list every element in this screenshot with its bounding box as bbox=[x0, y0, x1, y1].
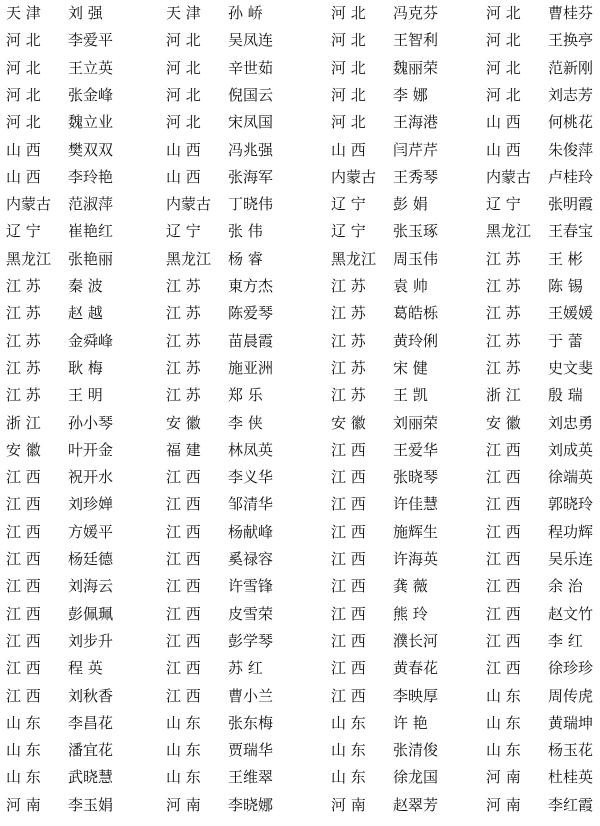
person-name: 朱俊萍 bbox=[548, 140, 594, 159]
person-name: 张玉琢 bbox=[393, 222, 439, 241]
province-label: 河 北 bbox=[166, 85, 201, 104]
province-label: 辽 宁 bbox=[166, 222, 201, 241]
province-label: 河 南 bbox=[166, 795, 201, 814]
province-label: 江 西 bbox=[486, 631, 521, 650]
person-name: 余 治 bbox=[548, 577, 583, 596]
province-label: 江 西 bbox=[331, 495, 366, 514]
roster-row bbox=[0, 300, 600, 327]
province-label: 河 北 bbox=[6, 113, 41, 132]
roster-row bbox=[0, 0, 600, 27]
province-label: 山 东 bbox=[331, 768, 366, 787]
person-name: 王智利 bbox=[393, 31, 439, 50]
person-name: 王 彬 bbox=[548, 249, 583, 268]
province-label: 江 西 bbox=[331, 604, 366, 623]
person-name: 辛世茹 bbox=[228, 58, 274, 77]
province-label: 江 西 bbox=[6, 550, 41, 568]
province-label: 内蒙古 bbox=[166, 195, 212, 214]
province-label: 山 东 bbox=[166, 741, 201, 760]
person-name: 杨 睿 bbox=[228, 249, 263, 268]
roster-row bbox=[0, 628, 600, 655]
person-name: 李义华 bbox=[228, 468, 274, 487]
person-name: 张金峰 bbox=[68, 85, 114, 104]
province-label: 辽 宁 bbox=[486, 195, 521, 214]
province-label: 江 西 bbox=[6, 631, 41, 650]
province-label: 山 东 bbox=[486, 713, 521, 732]
province-label: 江 西 bbox=[6, 686, 41, 705]
province-label: 江 西 bbox=[331, 468, 366, 487]
person-name: 刘珍婵 bbox=[68, 495, 114, 514]
person-name: 丁晓伟 bbox=[228, 195, 274, 214]
province-label: 内蒙古 bbox=[486, 167, 532, 186]
province-label: 江 苏 bbox=[486, 331, 521, 350]
province-label: 江 苏 bbox=[6, 304, 41, 323]
person-name: 袁 帅 bbox=[393, 277, 428, 295]
person-name: 周传虎 bbox=[548, 686, 594, 705]
person-name: 王维翠 bbox=[228, 768, 274, 787]
province-label: 河 北 bbox=[6, 58, 41, 77]
person-name: 郑 乐 bbox=[228, 386, 263, 405]
province-label: 江 西 bbox=[6, 468, 41, 487]
province-label: 江 西 bbox=[166, 686, 201, 705]
province-label: 江 西 bbox=[486, 495, 521, 514]
person-name: 王立英 bbox=[68, 58, 114, 77]
province-label: 河 南 bbox=[486, 795, 521, 814]
person-name: 魏丽荣 bbox=[393, 58, 439, 77]
province-label: 黑龙江 bbox=[166, 249, 212, 268]
province-label: 江 西 bbox=[331, 440, 366, 459]
person-name: 杜桂英 bbox=[548, 768, 594, 787]
person-name: 宋 健 bbox=[393, 358, 428, 377]
person-name: 苏 红 bbox=[228, 659, 263, 678]
person-name: 吴凤连 bbox=[228, 31, 274, 50]
province-label: 河 北 bbox=[6, 31, 41, 50]
roster-row bbox=[0, 437, 600, 464]
person-name: 杨玉花 bbox=[548, 741, 594, 760]
person-name: 李晓娜 bbox=[228, 795, 274, 814]
roster-row bbox=[0, 246, 600, 273]
person-name: 范新刚 bbox=[548, 58, 594, 77]
person-name: 黄春花 bbox=[393, 659, 439, 678]
person-name: 方媛平 bbox=[68, 522, 114, 541]
person-name: 周玉伟 bbox=[393, 249, 439, 268]
province-label: 江 苏 bbox=[331, 277, 366, 295]
province-label: 江 苏 bbox=[166, 331, 201, 350]
province-label: 山 东 bbox=[486, 686, 521, 705]
person-name: 许雪锋 bbox=[228, 577, 274, 596]
person-name: 曹小兰 bbox=[228, 686, 274, 705]
person-name: 潘宜花 bbox=[68, 741, 114, 760]
person-name: 王秀琴 bbox=[393, 167, 439, 186]
province-label: 浙 江 bbox=[6, 413, 41, 432]
province-label: 江 西 bbox=[331, 550, 366, 568]
person-name: 武晓慧 bbox=[68, 768, 114, 787]
person-name: 张海军 bbox=[228, 167, 274, 186]
person-name: 黄玲俐 bbox=[393, 331, 439, 350]
province-label: 天 津 bbox=[6, 4, 41, 22]
person-name: 魏立业 bbox=[68, 113, 114, 132]
person-name: 孙 峤 bbox=[228, 4, 263, 22]
province-label: 江 西 bbox=[486, 577, 521, 596]
person-name: 樊双双 bbox=[68, 140, 114, 159]
province-label: 山 东 bbox=[6, 713, 41, 732]
province-label: 辽 宁 bbox=[6, 222, 41, 241]
person-name: 刘海云 bbox=[68, 577, 114, 596]
person-name: 张东梅 bbox=[228, 713, 274, 732]
province-label: 江 西 bbox=[486, 440, 521, 459]
roster-row bbox=[0, 519, 600, 546]
person-name: 施亚洲 bbox=[228, 358, 274, 377]
roster-row bbox=[0, 164, 600, 191]
province-label: 江 西 bbox=[6, 522, 41, 541]
province-label: 江 西 bbox=[486, 468, 521, 487]
province-label: 黑龙江 bbox=[331, 249, 377, 268]
roster-row bbox=[0, 655, 600, 682]
province-label: 内蒙古 bbox=[331, 167, 377, 186]
province-label: 河 北 bbox=[166, 58, 201, 77]
person-name: 赵文竹 bbox=[548, 604, 594, 623]
person-name: 殷 瑞 bbox=[548, 386, 583, 405]
province-label: 安 徽 bbox=[6, 440, 41, 459]
person-name: 徐珍珍 bbox=[548, 659, 594, 678]
person-name: 徐龙国 bbox=[393, 768, 439, 787]
province-label: 河 南 bbox=[486, 768, 521, 787]
province-label: 山 东 bbox=[331, 741, 366, 760]
province-label: 山 西 bbox=[486, 113, 521, 132]
person-name: 彭 娟 bbox=[393, 195, 428, 214]
person-name: 贾瑞华 bbox=[228, 741, 274, 760]
person-name: 许海英 bbox=[393, 550, 439, 568]
person-name: 程 英 bbox=[68, 659, 103, 678]
person-name: 王海港 bbox=[393, 113, 439, 132]
province-label: 内蒙古 bbox=[6, 195, 52, 214]
person-name: 奚禄容 bbox=[228, 550, 274, 568]
person-name: 李玉娟 bbox=[68, 795, 114, 814]
person-name: 彭佩珮 bbox=[68, 604, 114, 623]
province-label: 山 东 bbox=[166, 713, 201, 732]
person-name: 葛皓栎 bbox=[393, 304, 439, 323]
person-name: 何桃花 bbox=[548, 113, 594, 132]
person-name: 李爱平 bbox=[68, 31, 114, 50]
roster-row bbox=[0, 464, 600, 491]
province-label: 河 北 bbox=[331, 4, 366, 22]
province-label: 黑龙江 bbox=[6, 249, 52, 268]
roster-row bbox=[0, 82, 600, 109]
roster-row bbox=[0, 764, 600, 791]
province-label: 江 苏 bbox=[6, 331, 41, 350]
province-label: 江 西 bbox=[331, 686, 366, 705]
person-name: 张清俊 bbox=[393, 741, 439, 760]
province-label: 河 北 bbox=[331, 85, 366, 104]
province-label: 江 西 bbox=[166, 604, 201, 623]
province-label: 山 东 bbox=[6, 768, 41, 787]
person-name: 郭晓玲 bbox=[548, 495, 594, 514]
province-label: 江 苏 bbox=[166, 277, 201, 295]
roster-row bbox=[0, 792, 600, 819]
province-label: 天 津 bbox=[166, 4, 201, 22]
province-label: 江 西 bbox=[166, 550, 201, 568]
person-name: 陈爱琴 bbox=[228, 304, 274, 323]
province-label: 江 苏 bbox=[486, 358, 521, 377]
province-label: 江 西 bbox=[166, 659, 201, 678]
person-name: 曹桂芬 bbox=[548, 4, 594, 22]
person-name: 王爱华 bbox=[393, 440, 439, 459]
person-name: 崔艳红 bbox=[68, 222, 114, 241]
province-label: 江 西 bbox=[331, 522, 366, 541]
person-name: 李 侠 bbox=[228, 413, 263, 432]
province-label: 江 苏 bbox=[6, 358, 41, 377]
roster-row bbox=[0, 273, 600, 300]
province-label: 河 北 bbox=[486, 31, 521, 50]
province-label: 河 北 bbox=[331, 58, 366, 77]
person-name: 皮雪荣 bbox=[228, 604, 274, 623]
province-label: 河 南 bbox=[331, 795, 366, 814]
person-name: 徐端英 bbox=[548, 468, 594, 487]
province-label: 山 东 bbox=[331, 713, 366, 732]
province-label: 江 西 bbox=[6, 495, 41, 514]
province-label: 山 东 bbox=[486, 741, 521, 760]
roster-row bbox=[0, 737, 600, 764]
person-name: 刘丽荣 bbox=[393, 413, 439, 432]
roster-row bbox=[0, 27, 600, 54]
person-name: 林凤英 bbox=[228, 440, 274, 459]
person-name: 杨献峰 bbox=[228, 522, 274, 541]
person-name: 张艳丽 bbox=[68, 249, 114, 268]
province-label: 江 苏 bbox=[166, 358, 201, 377]
person-name: 许 艳 bbox=[393, 713, 428, 732]
person-name: 彭学琴 bbox=[228, 631, 274, 650]
person-name: 東方杰 bbox=[228, 277, 274, 295]
province-label: 江 苏 bbox=[331, 386, 366, 405]
province-label: 江 苏 bbox=[6, 386, 41, 405]
person-name: 濮长河 bbox=[393, 631, 439, 650]
province-label: 江 苏 bbox=[331, 358, 366, 377]
roster-row bbox=[0, 410, 600, 437]
person-name: 刘 强 bbox=[68, 4, 103, 22]
person-name: 李玲艳 bbox=[68, 167, 114, 186]
person-name: 孙小琴 bbox=[68, 413, 114, 432]
person-name: 史文斐 bbox=[548, 358, 594, 377]
person-name: 冯克芬 bbox=[393, 4, 439, 22]
province-label: 河 北 bbox=[486, 4, 521, 22]
person-name: 宋凤国 bbox=[228, 113, 274, 132]
province-label: 江 西 bbox=[166, 468, 201, 487]
person-name: 李 娜 bbox=[393, 85, 428, 104]
province-label: 山 西 bbox=[486, 140, 521, 159]
person-name: 叶开金 bbox=[68, 440, 114, 459]
roster-row bbox=[0, 109, 600, 136]
province-label: 江 苏 bbox=[331, 304, 366, 323]
roster-row bbox=[0, 573, 600, 600]
person-name: 王 明 bbox=[68, 386, 103, 405]
province-label: 江 西 bbox=[331, 659, 366, 678]
province-label: 江 西 bbox=[486, 659, 521, 678]
person-name: 闫芹芹 bbox=[393, 140, 439, 159]
province-label: 江 西 bbox=[166, 522, 201, 541]
person-name: 王 凯 bbox=[393, 386, 428, 405]
person-name: 王媛媛 bbox=[548, 304, 594, 323]
person-name: 倪国云 bbox=[228, 85, 274, 104]
person-name: 张 伟 bbox=[228, 222, 263, 241]
province-label: 江 西 bbox=[6, 659, 41, 678]
person-name: 刘步升 bbox=[68, 631, 114, 650]
person-name: 李映厚 bbox=[393, 686, 439, 705]
person-name: 李昌花 bbox=[68, 713, 114, 732]
province-label: 山 西 bbox=[166, 167, 201, 186]
person-name: 赵翠芳 bbox=[393, 795, 439, 814]
person-name: 于 蕾 bbox=[548, 331, 583, 350]
province-label: 山 西 bbox=[6, 140, 41, 159]
province-label: 河 北 bbox=[331, 113, 366, 132]
roster-row bbox=[0, 218, 600, 245]
person-name: 祝开水 bbox=[68, 468, 114, 487]
province-label: 山 东 bbox=[166, 768, 201, 787]
province-label: 安 徽 bbox=[331, 413, 366, 432]
province-label: 江 西 bbox=[166, 631, 201, 650]
province-label: 江 西 bbox=[166, 495, 201, 514]
roster-row bbox=[0, 328, 600, 355]
person-name: 熊 玲 bbox=[393, 604, 428, 623]
province-label: 河 北 bbox=[331, 31, 366, 50]
province-label: 辽 宁 bbox=[331, 222, 366, 241]
person-name: 刘志芳 bbox=[548, 85, 594, 104]
person-name: 吴乐连 bbox=[548, 550, 594, 568]
person-name: 张晓琴 bbox=[393, 468, 439, 487]
person-name: 施辉生 bbox=[393, 522, 439, 541]
person-name: 王春宝 bbox=[548, 222, 594, 241]
province-label: 江 苏 bbox=[166, 386, 201, 405]
province-label: 江 西 bbox=[486, 604, 521, 623]
person-name: 王换亭 bbox=[548, 31, 594, 50]
person-name: 程功辉 bbox=[548, 522, 594, 541]
person-name: 邹清华 bbox=[228, 495, 274, 514]
province-label: 辽 宁 bbox=[331, 195, 366, 214]
province-label: 河 北 bbox=[6, 85, 41, 104]
province-label: 江 西 bbox=[486, 522, 521, 541]
roster-row bbox=[0, 382, 600, 409]
province-label: 黑龙江 bbox=[486, 222, 532, 241]
roster-row bbox=[0, 355, 600, 382]
province-label: 山 东 bbox=[6, 741, 41, 760]
person-name: 冯兆强 bbox=[228, 140, 274, 159]
person-name: 耿 梅 bbox=[68, 358, 103, 377]
person-name: 赵 越 bbox=[68, 304, 103, 323]
person-name: 刘成英 bbox=[548, 440, 594, 459]
province-label: 江 西 bbox=[486, 550, 521, 568]
province-label: 河 北 bbox=[166, 113, 201, 132]
person-name: 刘秋香 bbox=[68, 686, 114, 705]
province-label: 山 西 bbox=[331, 140, 366, 159]
province-label: 江 苏 bbox=[331, 331, 366, 350]
person-name: 李 红 bbox=[548, 631, 583, 650]
person-name: 卢桂玲 bbox=[548, 167, 594, 186]
province-label: 江 苏 bbox=[486, 277, 521, 295]
province-label: 江 西 bbox=[6, 577, 41, 596]
person-name: 金舜峰 bbox=[68, 331, 114, 350]
province-label: 江 苏 bbox=[6, 277, 41, 295]
person-name: 黄瑞坤 bbox=[548, 713, 594, 732]
roster-row bbox=[0, 683, 600, 710]
province-label: 山 西 bbox=[166, 140, 201, 159]
person-name: 杨廷德 bbox=[68, 550, 114, 568]
province-label: 江 西 bbox=[6, 604, 41, 623]
province-label: 河 北 bbox=[486, 85, 521, 104]
province-label: 江 西 bbox=[166, 577, 201, 596]
province-label: 江 西 bbox=[331, 577, 366, 596]
province-label: 浙 江 bbox=[486, 386, 521, 405]
province-label: 河 北 bbox=[486, 58, 521, 77]
person-name: 龚 薇 bbox=[393, 577, 428, 596]
roster-row bbox=[0, 546, 600, 573]
province-label: 江 苏 bbox=[486, 304, 521, 323]
province-label: 江 西 bbox=[331, 631, 366, 650]
person-name: 李红霞 bbox=[548, 795, 594, 814]
roster-row bbox=[0, 491, 600, 518]
province-label: 江 苏 bbox=[166, 304, 201, 323]
person-name: 张明霞 bbox=[548, 195, 594, 214]
province-label: 安 徽 bbox=[486, 413, 521, 432]
roster-row bbox=[0, 137, 600, 164]
roster-row bbox=[0, 710, 600, 737]
province-label: 江 苏 bbox=[486, 249, 521, 268]
roster-row bbox=[0, 191, 600, 218]
roster-row bbox=[0, 55, 600, 82]
person-name: 许佳慧 bbox=[393, 495, 439, 514]
province-label: 安 徽 bbox=[166, 413, 201, 432]
person-name: 刘忠勇 bbox=[548, 413, 594, 432]
person-name: 秦 波 bbox=[68, 277, 103, 295]
person-name: 范淑萍 bbox=[68, 195, 114, 214]
person-name: 陈 锡 bbox=[548, 277, 583, 295]
province-label: 山 西 bbox=[6, 167, 41, 186]
roster-row bbox=[0, 601, 600, 628]
province-label: 河 南 bbox=[6, 795, 41, 814]
person-name: 苗晨霞 bbox=[228, 331, 274, 350]
province-label: 福 建 bbox=[166, 440, 201, 459]
province-label: 河 北 bbox=[166, 31, 201, 50]
